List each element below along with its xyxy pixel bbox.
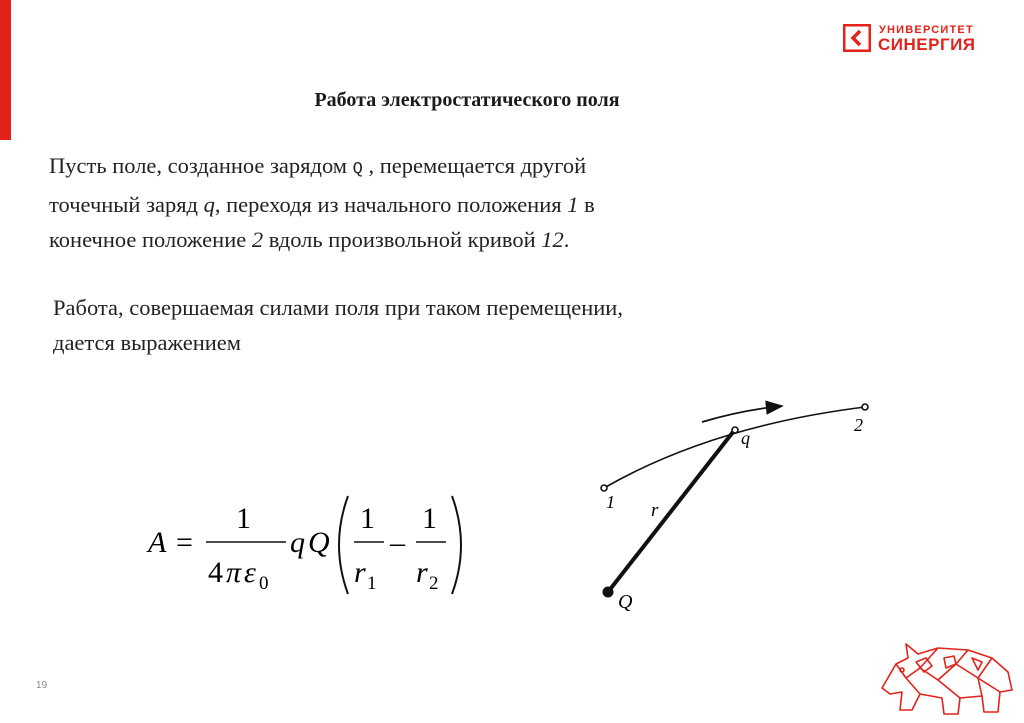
text: Работа, совершаемая силами поля при таком перемещении, [53,295,623,320]
text: Пусть поле, созданное зарядом [49,153,353,178]
direction-arrow [702,406,782,422]
label-r: r [651,500,659,521]
formula-epsilon-sub: 0 [259,573,269,594]
charge-Q-dot [603,587,614,598]
right-paren [452,496,461,594]
text: . [563,227,570,252]
formula-fraction-numerator: 1 [236,502,251,535]
text: точечный заряд [49,192,204,217]
charge-path-diagram [592,396,892,636]
position-1: 1 [567,192,579,217]
formula-r1-sub: 1 [367,573,377,594]
formula-num1: 1 [360,502,375,535]
charge-Q: Q [352,160,363,179]
paragraph-work [53,290,813,360]
position-2: 2 [251,227,264,252]
formula-Q: Q [308,526,330,559]
left-paren [339,496,348,594]
label-Q: Q [618,591,633,613]
formula-A: A [148,526,167,559]
formula-r2: r [416,556,428,589]
formula-q: q [290,526,305,559]
formula-num2: 1 [422,502,437,535]
work-formula [140,490,480,610]
formula-pi: π [226,556,242,589]
logo-synergy-text: СИНЕРГИЯ [878,35,976,54]
formula-r1: r [354,556,366,589]
charge-q-point [732,427,738,433]
point-2 [862,404,868,410]
point-1 [601,485,607,491]
logo-university-text: УНИВЕРСИТЕТ [879,24,974,36]
accent-bar [0,0,11,140]
page-number: 19 [36,680,48,691]
slide-title: Работа электростатического поля [314,89,620,111]
formula-equals: = [176,526,193,559]
label-1: 1 [606,492,615,512]
text: , перемещается другой [362,153,587,178]
formula-epsilon: ε [244,556,256,589]
paragraph-intro [49,148,809,257]
text: , переходя из начального положения [214,192,568,217]
label-q: q [741,428,750,448]
formula-r2-sub: 2 [429,573,439,594]
university-logo [843,24,993,56]
charge-q: q [203,192,215,217]
text: вдоль произвольной кривой [263,227,542,252]
formula-four: 4 [208,556,223,589]
rhino-mascot-icon [876,628,1016,720]
text: дается выражением [53,330,242,355]
curve-12: 12 [541,227,564,252]
trajectory-curve [604,407,865,488]
text: конечное положение [49,227,252,252]
synergy-logo-icon [843,24,871,52]
text: в [578,192,595,217]
formula-minus: – [390,526,405,559]
label-2: 2 [854,415,863,435]
